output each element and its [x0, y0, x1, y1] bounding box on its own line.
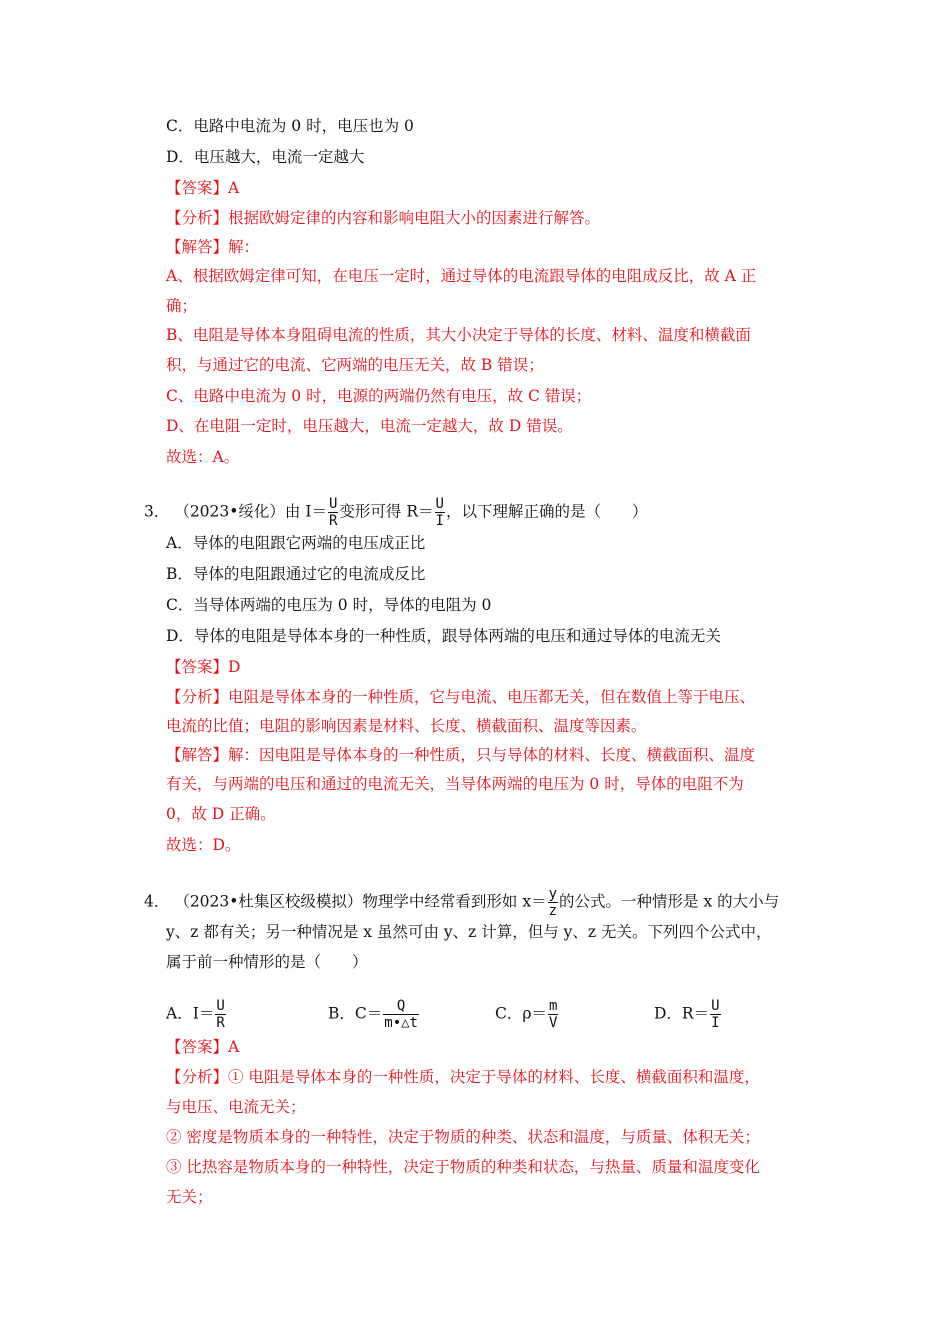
fraction-u-over-r: $\frac{U}{R}$: [328, 496, 338, 529]
option-d: D．导体的电阻是导体本身的一种性质，跟导体两端的电压和通过导体的电流无关: [166, 627, 721, 645]
solution-line: 积，与通过它的电流、它两端的电压无关，故 B 错误；: [166, 356, 544, 374]
option-b: B．导体的电阻跟通过它的电流成反比: [166, 565, 426, 583]
option-c: C．ρ＝ $\frac{m}{V}$: [495, 998, 558, 1031]
solution-line: 确；: [166, 297, 198, 315]
solution-text: 0，故 D 正确。: [166, 805, 276, 823]
option-a: A．I＝ $\frac{U}{R}$: [166, 998, 225, 1031]
question-stem-line: y、z 都有关；另一种情况是 x 虽然可由 y、z 计算，但与 y、z 无关。下列四个公式中，: [166, 923, 772, 941]
question-4-stem: 4． （2023•杜集区校级模拟）物理学中经常看到形如 x＝ $\frac{y}{z}$ 的公式。一种情形是 x 的大小与: [144, 886, 780, 919]
option-d: D．电压越大，电流一定越大: [166, 148, 365, 166]
solution-line: B、电阻是导体本身阻碍电流的性质，其大小决定于导体的长度、材料、温度和横截面: [166, 326, 751, 344]
question-source: （2023•绥化）由 I＝: [174, 502, 327, 521]
question-number: 4．: [144, 892, 170, 911]
answer-label: 【答案】A: [166, 1038, 240, 1056]
answer-label: 【答案】D: [166, 658, 241, 676]
answer-label: 【答案】A: [166, 179, 240, 197]
solution-heading: 【解答】解：: [166, 238, 260, 256]
option-a: A．导体的电阻跟它两端的电压成正比: [166, 534, 426, 552]
question-stem-line: 属于前一种情形的是（ ）: [166, 953, 368, 971]
option-c: C．当导体两端的电压为 0 时，导体的电阻为 0: [166, 596, 492, 614]
solution-line: D、在电阻一定时，电压越大，电流一定越大，故 D 错误。: [166, 417, 573, 435]
option-c: C．电路中电流为 0 时，电压也为 0: [166, 117, 414, 135]
option-d: D．R＝ $\frac{U}{I}$: [654, 998, 720, 1031]
analysis-text: 无关；: [166, 1188, 213, 1206]
solution-text: 【解答】解：因电阻是导体本身的一种性质，只与导体的材料、长度、横截面积、温度: [166, 746, 756, 764]
fraction-y-over-z: $\frac{y}{z}$: [548, 886, 558, 919]
option-b: B．C＝ $\frac{Q}{m•\triangle t}$: [328, 998, 418, 1031]
solution-line: A、根据欧姆定律可知，在电压一定时，通过导体的电流跟导体的电阻成反比，故 A 正: [166, 267, 757, 285]
solution-line: C、电路中电流为 0 时，电源的两端仍然有电压，故 C 错误；: [166, 387, 592, 405]
fraction-u-over-i: $\frac{U}{I}$: [435, 496, 444, 529]
solution-text: 有关，与两端的电压和通过的电流无关，当导体两端的电压为 0 时，导体的电阻不为: [166, 775, 744, 793]
analysis-text: 【分析】① 电阻是导体本身的一种性质，决定于导体的材料、长度、横截面积和温度，: [166, 1068, 760, 1086]
analysis-text: 与电压、电流无关；: [166, 1098, 306, 1116]
analysis-text: 【分析】根据欧姆定律的内容和影响电阻大小的因素进行解答。: [166, 209, 601, 227]
question-number: 3．: [144, 502, 170, 521]
analysis-text: 【分析】电阻是导体本身的一种性质，它与电流、电压都无关，但在数值上等于电压、: [166, 688, 756, 706]
analysis-text: ③ 比热容是物质本身的一种特性，决定于物质的种类和状态，与热量、质量和温度变化: [166, 1158, 760, 1176]
choose-text: 故选：A。: [166, 448, 240, 466]
analysis-text: 电流的比值；电阻的影响因素是材料、长度、横截面积、温度等因素。: [166, 717, 647, 735]
question-3-stem: 3． （2023•绥化）由 I＝ $\frac{U}{R}$ 变形可得 R＝ $\frac{U}{I}$ ，以下理解正确的是（ ）: [144, 496, 648, 529]
analysis-text: ② 密度是物质本身的一种特性，决定于物质的种类、状态和温度，与质量、体积无关；: [166, 1128, 760, 1146]
choose-text: 故选：D。: [166, 836, 241, 854]
